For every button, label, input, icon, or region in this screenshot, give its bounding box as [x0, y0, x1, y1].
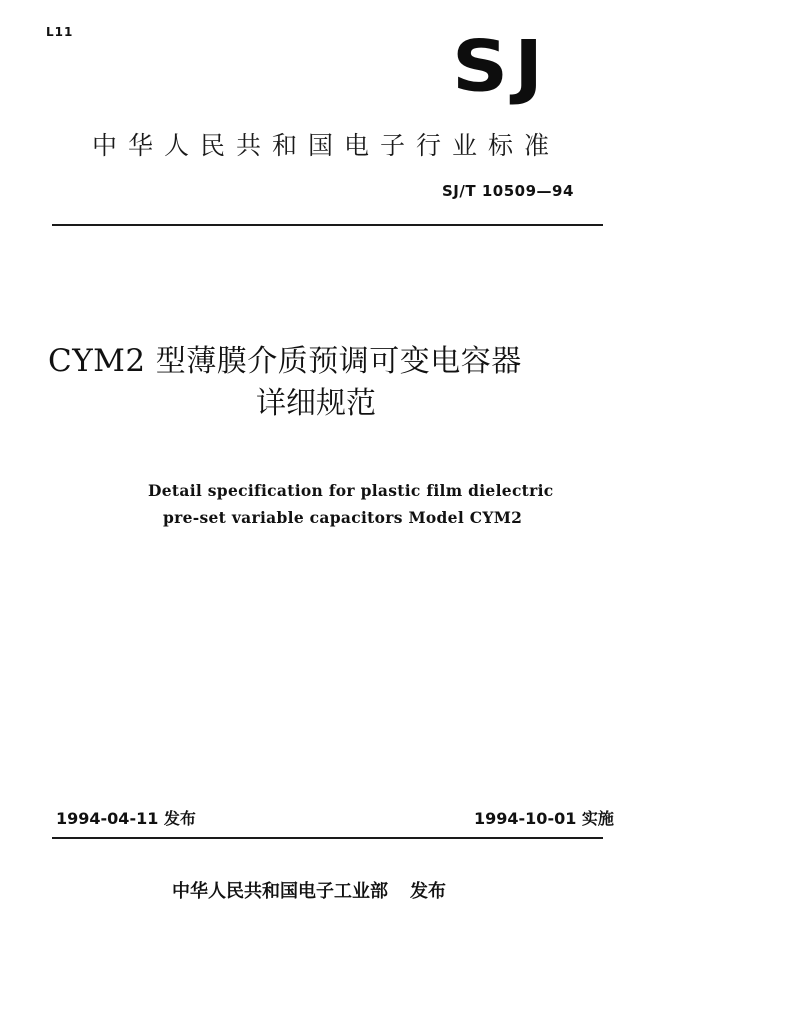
issue-date: 1994-04-11 发布: [56, 809, 196, 828]
issuer-name: 中华人民共和国电子工业部: [172, 881, 388, 902]
title-english-line2: pre-set variable capacitors Model CYM2: [163, 508, 523, 527]
standard-authority: 中华人民共和国电子行业标准: [92, 131, 561, 160]
title-english-line1: Detail specification for plastic film dielectric: [148, 481, 554, 500]
classification-code: L11: [46, 25, 74, 39]
standard-number: SJ/T 10509—94: [442, 182, 574, 200]
sj-logo: SJ: [452, 26, 550, 108]
top-divider: [52, 224, 603, 226]
issuer-action: 发布: [410, 881, 446, 902]
title-chinese-line1: [48, 336, 522, 380]
title-model: CYM2: [48, 343, 146, 379]
title-chinese-text: 型薄膜介质预调可变电容器: [155, 344, 522, 379]
bottom-divider: [52, 837, 603, 839]
issuing-body: [172, 877, 446, 903]
title-chinese-line2: 详细规范: [256, 386, 376, 421]
implementation-date: 1994-10-01 实施: [474, 809, 614, 828]
